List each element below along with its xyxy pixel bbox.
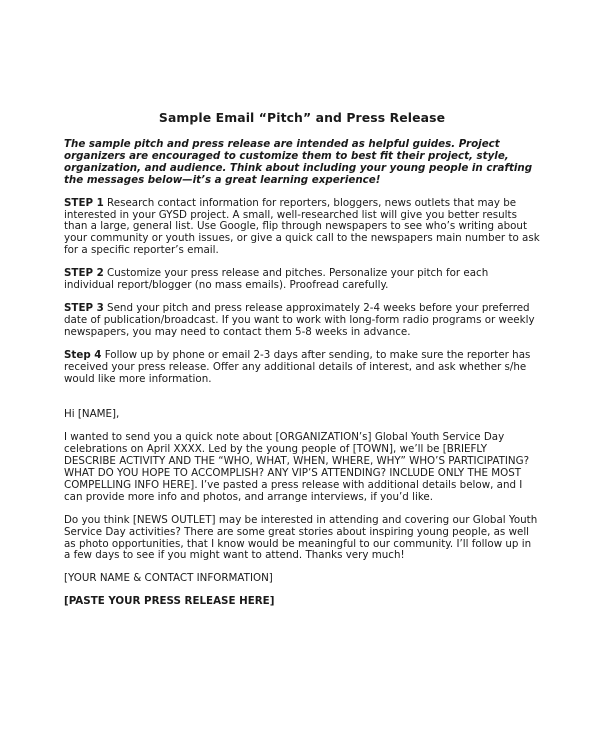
step-2-label: STEP 2	[64, 267, 104, 280]
step-1-text: Research contact information for reporters, bloggers, news outlets that may be interested in your GYSD project. A small, well-researched list will give you better results than a large, general list. Use Google, flip through newspapers to see who’s writing about your community or youth issues, or give a quick call to the newspapers main number to ask for a specific reporter’s email.	[64, 196, 540, 257]
letter-paragraph-2: Do you think [NEWS OUTLET] may be interested in attending and covering our Global Youth Service Day activities? There are some great stories about inspiring young people, as well as photo opportunities, that I know would be meaningful to our community. I’ll follow up in a few days to see if you might want to attend. Thanks very much!	[64, 513, 538, 562]
step-4-label: Step 4	[64, 348, 102, 361]
step-3-text: Send your pitch and press release approximately 2-4 weeks before your preferred date of publication/broadcast. If you want to work with long-form radio programs or weekly newspapers, you may need to contact them 5-8 weeks in advance.	[64, 301, 535, 338]
step-2-text: Customize your press release and pitches. Personalize your pitch for each individual report/blogger (no mass emails). Proofread carefully.	[64, 267, 489, 292]
letter-signature: [YOUR NAME & CONTACT INFORMATION]	[64, 572, 273, 585]
step-2	[64, 268, 540, 292]
section-spacer	[64, 396, 540, 409]
step-3	[64, 303, 540, 339]
document-title: Sample Email “Pitch” and Press Release	[158, 110, 446, 125]
step-4-text: Follow up by phone or email 2-3 days after sending, to make sure the reporter has received your press release. Offer any additional details of interest, and ask whether s/he would like more information.	[64, 348, 531, 385]
step-4	[64, 350, 540, 386]
letter-greeting: Hi [NAME],	[64, 408, 120, 421]
step-1-label: STEP 1	[64, 196, 104, 209]
step-1	[64, 198, 540, 258]
intro-paragraph: The sample pitch and press release are intended as helpful guides. Project organizers are encouraged to customize them to best fit their project, style, organization, and audience. Think about including your young people in crafting the messages below—it’s a great learning experience!	[64, 138, 533, 186]
paste-placeholder: [PASTE YOUR PRESS RELEASE HERE]	[64, 595, 275, 608]
step-3-label: STEP 3	[64, 301, 104, 314]
letter-paragraph-1: I wanted to send you a quick note about [ORGANIZATION’s] Global Youth Service Day celebrations on April XXXX. Led by the young people of [TOWN], we’ll be [BRIEFLY DESCRIBE ACTIVITY AND THE “WHO, WHAT, WHEN, WHERE, WHY” WHO’S PARTICIPATING? WHAT DO YOU HOPE TO ACCOMPLISH? ANY VIP’S ATTENDING? INCLUDE ONLY THE MOST COMPELLING INFO HERE]. I’ve pasted a press release with additional details below, and I can provide more info and photos, and arrange interviews, if you’d like.	[64, 431, 530, 503]
